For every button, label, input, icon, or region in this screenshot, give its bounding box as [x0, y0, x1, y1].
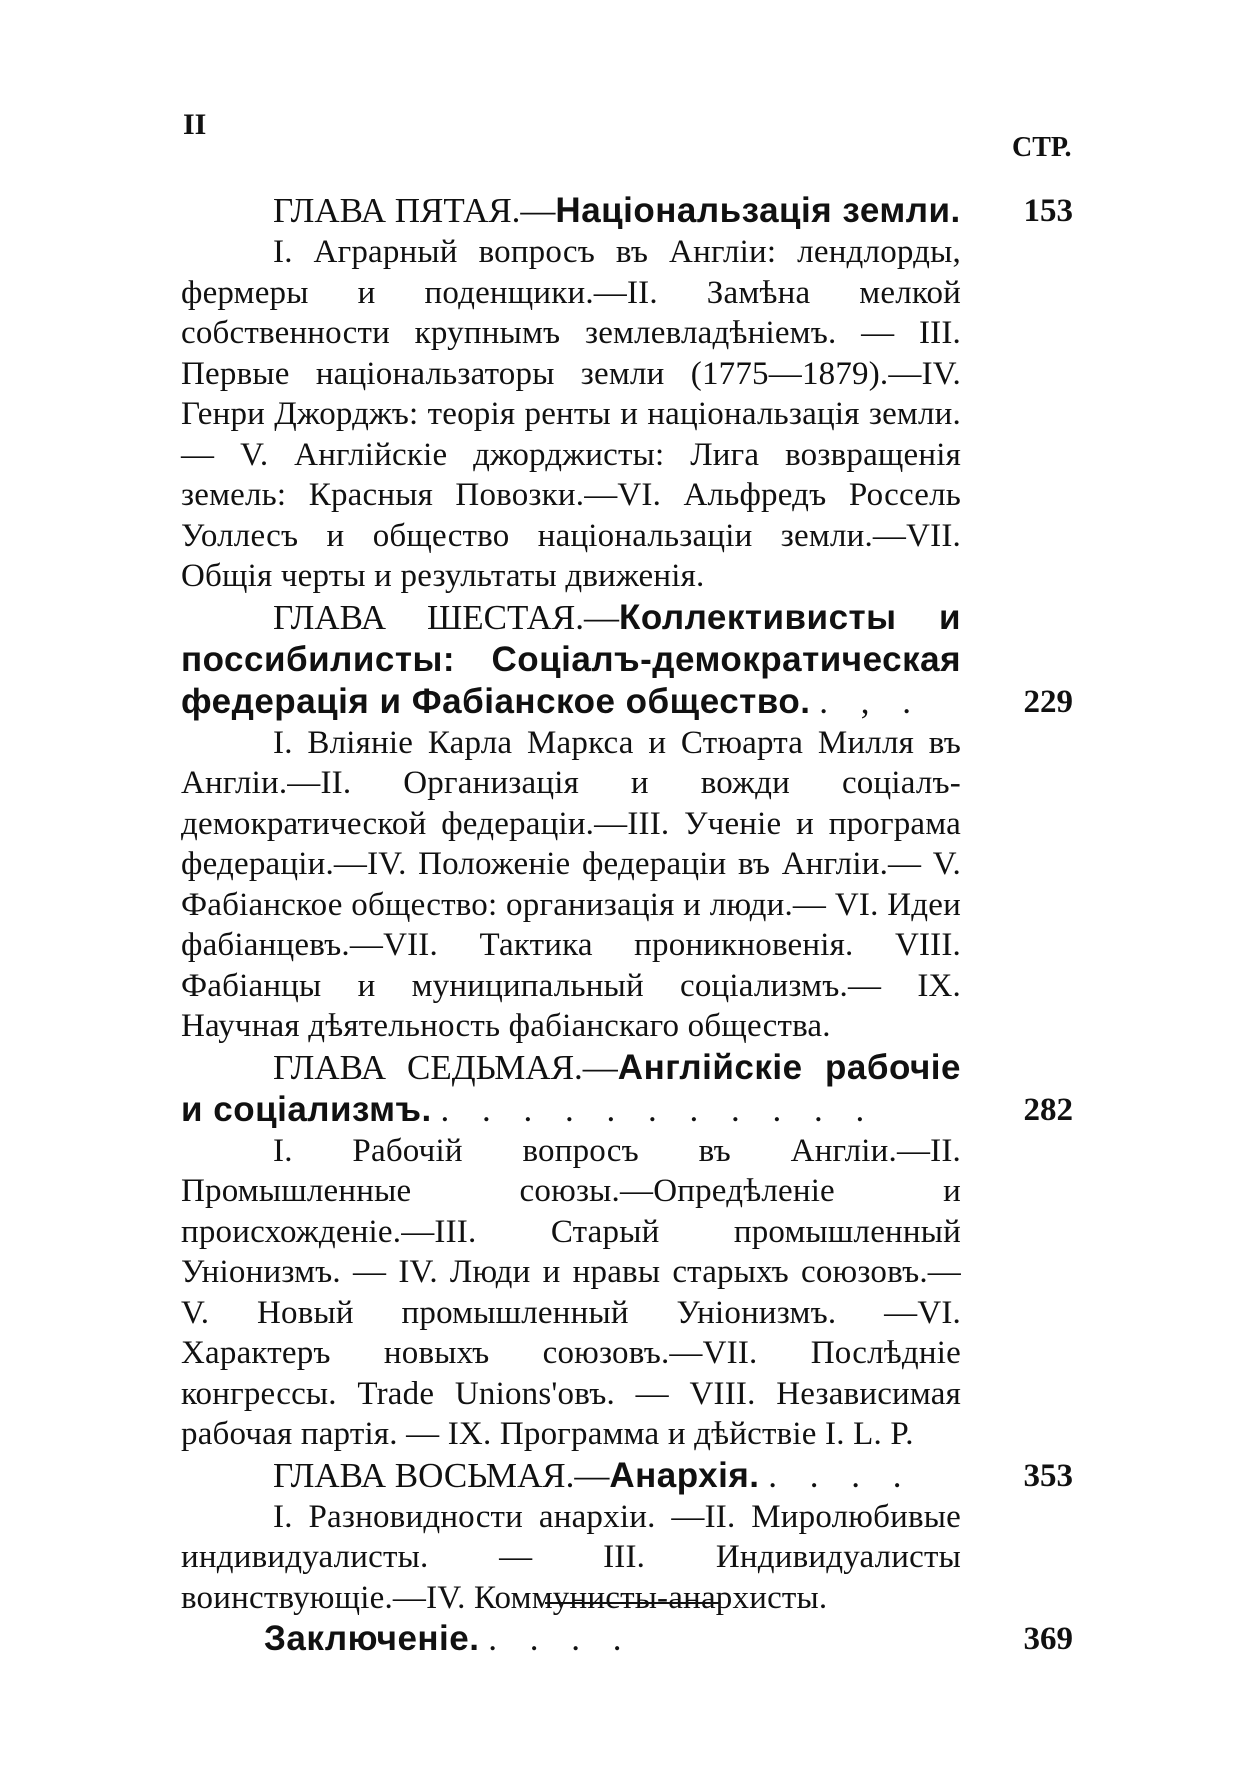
page-number: II	[183, 108, 207, 141]
chapter-page-number: 353	[1023, 1457, 1073, 1494]
chapter-title: Англійскіе рабочіе и соціализмъ.	[181, 1047, 961, 1129]
dot-leaders: . . . . . . . . . . .	[440, 1089, 877, 1129]
page-column-label: СТР.	[1012, 132, 1072, 163]
chapter-title: Анархія.	[609, 1455, 760, 1495]
conclusion-title: Заключеніе.	[264, 1619, 480, 1658]
toc-entry-chapter-5	[181, 190, 1073, 597]
chapter-label: ГЛАВА ВОСЬМАЯ.—	[273, 1455, 610, 1495]
toc-entry-conclusion	[181, 1618, 1073, 1660]
toc-entry-chapter-6	[181, 597, 1073, 1047]
chapter-page-number: 369	[1023, 1621, 1073, 1657]
chapter-summary: I. Вліяніе Карла Маркса и Стюарта Милля въ Англіи.—II. Организація и вожди соціалъ-демократической федераціи.—III. Ученіе и програма федераціи.—IV. Положеніе федераціи въ Англіи.— V. Фабіанское общество: организація и люди.— VI. Идеи фабіанцевъ.—VII. Тактика проникновенія. VIII. Фабіанцы и муниципальный соціализмъ.— IX. Научная дѣятельность фабіанскаго общества.	[181, 724, 961, 1044]
closing-rule	[545, 1602, 720, 1604]
chapter-label: ГЛАВА ПЯТАЯ.—	[273, 191, 556, 230]
chapter-label: ГЛАВА СЕДЬМАЯ.—	[273, 1047, 618, 1087]
chapter-page-number: 229	[1023, 683, 1073, 720]
toc-entry-chapter-7	[181, 1047, 1073, 1455]
chapter-summary: I. Разновидности анархіи. —II. Миролюбивые индивидуалисты. — III. Индивидуалисты воинствующіе.—IV. Коммунисты-анархисты.	[181, 1498, 961, 1616]
table-of-contents	[181, 190, 1073, 1660]
chapter-page-number: 153	[1023, 193, 1073, 229]
dot-leaders: . , .	[819, 681, 923, 721]
chapter-title: Коллективисты и поссибилисты: Соціалъ-демократическая федерація и Фабіанское общество.	[181, 597, 961, 721]
dot-leaders: . . . .	[488, 1619, 634, 1658]
chapter-page-number: 282	[1023, 1091, 1073, 1128]
chapter-title: Національзація земли.	[555, 191, 961, 230]
chapter-summary: I. Аграрный вопросъ въ Англіи: лендлорды, фермеры и поденщики.—II. Замѣна мелкой собственности крупнымъ землевладѣніемъ. — III. Первые національзаторы земли (1775—1879).—IV. Генри Джорджъ: теорія ренты и національзація земли.— V. Англійскіе джорджисты: Лига возвращенія земель: Красныя Повозки.—VI. Альфредъ Россель Уоллесъ и общество національзаціи земли.—VII. Общія черты и результаты движенія.	[181, 234, 961, 594]
toc-entry-chapter-8	[181, 1455, 1073, 1619]
chapter-summary: I. Рабочій вопросъ въ Англіи.—II. Промышленные союзы.—Опредѣленіе и происхожденіе.—III. Старый промышленный Уніонизмъ. — IV. Люди и нравы старыхъ союзовъ.—V. Новый промышленный Уніонизмъ. —VI. Характеръ новыхъ союзовъ.—VII. Послѣдніе конгрессы. Trade Unions'овъ. — VIII. Независимая рабочая партія. — IX. Программа и дѣйствіе I. L. P.	[181, 1132, 961, 1452]
dot-leaders: . . . .	[768, 1455, 914, 1495]
chapter-label: ГЛАВА ШЕСТАЯ.—	[273, 597, 620, 637]
